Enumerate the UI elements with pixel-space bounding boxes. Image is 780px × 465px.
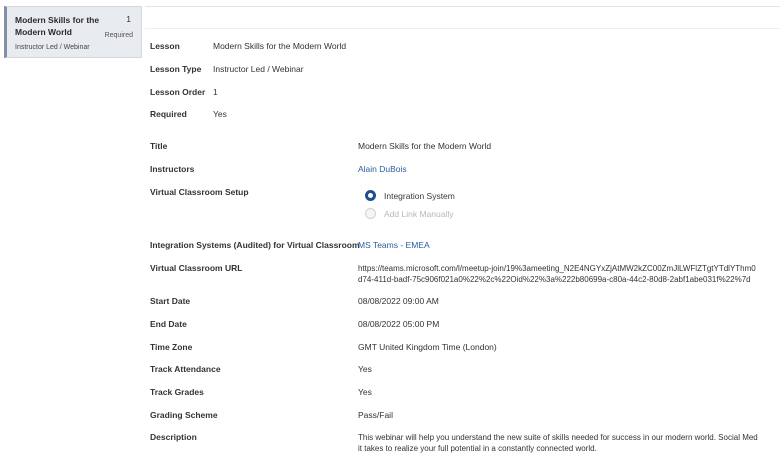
- integration-link[interactable]: MS Teams - EMEA: [358, 240, 430, 250]
- url-line-2: d74-411d-badf-75c906f021a0%22%2c%22Oid%22%3a%222b80699a-c80a-44c2-80d8-2abf1abe031f%22%7d: [358, 275, 751, 284]
- vc-setup-label: Virtual Classroom Setup: [150, 187, 249, 197]
- lesson-value: Modern Skills for the Modern World: [213, 41, 347, 51]
- lesson-card-title: Modern Skills for the Modern World: [15, 15, 100, 37]
- url-label: Virtual Classroom URL: [150, 263, 243, 273]
- lesson-card[interactable]: [4, 6, 142, 58]
- description-text: [358, 432, 780, 454]
- virtual-classroom-url[interactable]: [358, 263, 780, 285]
- lesson-label: Lesson: [150, 41, 180, 51]
- instructor-link[interactable]: Alain DuBois: [358, 164, 407, 174]
- grading-scheme-value: Pass/Fail: [358, 410, 393, 420]
- lesson-type-label: Lesson Type: [150, 64, 202, 74]
- integration-label: Integration Systems (Audited) for Virtual Classroom: [150, 240, 360, 250]
- time-zone-value: GMT United Kingdom Time (London): [358, 342, 497, 352]
- start-date-label: Start Date: [150, 296, 191, 306]
- required-value: Yes: [213, 109, 227, 119]
- required-label: Required: [150, 109, 187, 119]
- header-divider: [145, 28, 780, 29]
- radio-unselected-icon[interactable]: [365, 208, 376, 219]
- lesson-card-required: Required: [104, 32, 133, 39]
- description-line-2: it takes to realize your full potential in a constantly connected world.: [358, 444, 597, 453]
- description-label: Description: [150, 432, 197, 442]
- title-label: Title: [150, 141, 168, 151]
- track-grades-value: Yes: [358, 387, 372, 397]
- lesson-type-value: Instructor Led / Webinar: [213, 64, 304, 74]
- lesson-order-label: Lesson Order: [150, 87, 206, 97]
- time-zone-label: Time Zone: [150, 342, 193, 352]
- track-attendance-value: Yes: [358, 364, 372, 374]
- grading-scheme-label: Grading Scheme: [150, 410, 218, 420]
- track-grades-label: Track Grades: [150, 387, 204, 397]
- lesson-card-order: 1: [126, 14, 131, 24]
- description-line-1: This webinar will help you understand the new suite of skills needed for success in our modern world. Social Med: [358, 433, 758, 442]
- instructors-label: Instructors: [150, 164, 195, 174]
- end-date-label: End Date: [150, 319, 187, 329]
- url-line-1: https://teams.microsoft.com/l/meetup-join/19%3ameeting_N2E4NGYxZjAtMW2kZC00ZmJlLWFlZTgtYTdlYThm0: [358, 264, 756, 273]
- radio-selected-icon[interactable]: [365, 190, 376, 201]
- top-divider: [145, 6, 780, 7]
- radio-add-link-manually[interactable]: [365, 208, 453, 219]
- radio-integration-label: Integration System: [384, 190, 455, 201]
- radio-integration-system[interactable]: [365, 190, 455, 201]
- title-value: Modern Skills for the Modern World: [358, 141, 492, 151]
- lesson-order-value: 1: [213, 87, 218, 97]
- track-attendance-label: Track Attendance: [150, 364, 221, 374]
- radio-manual-label: Add Link Manually: [384, 208, 454, 219]
- lesson-card-type: Instructor Led / Webinar: [15, 44, 90, 51]
- start-date-value: 08/08/2022 09:00 AM: [358, 296, 439, 306]
- end-date-value: 08/08/2022 05:00 PM: [358, 319, 440, 329]
